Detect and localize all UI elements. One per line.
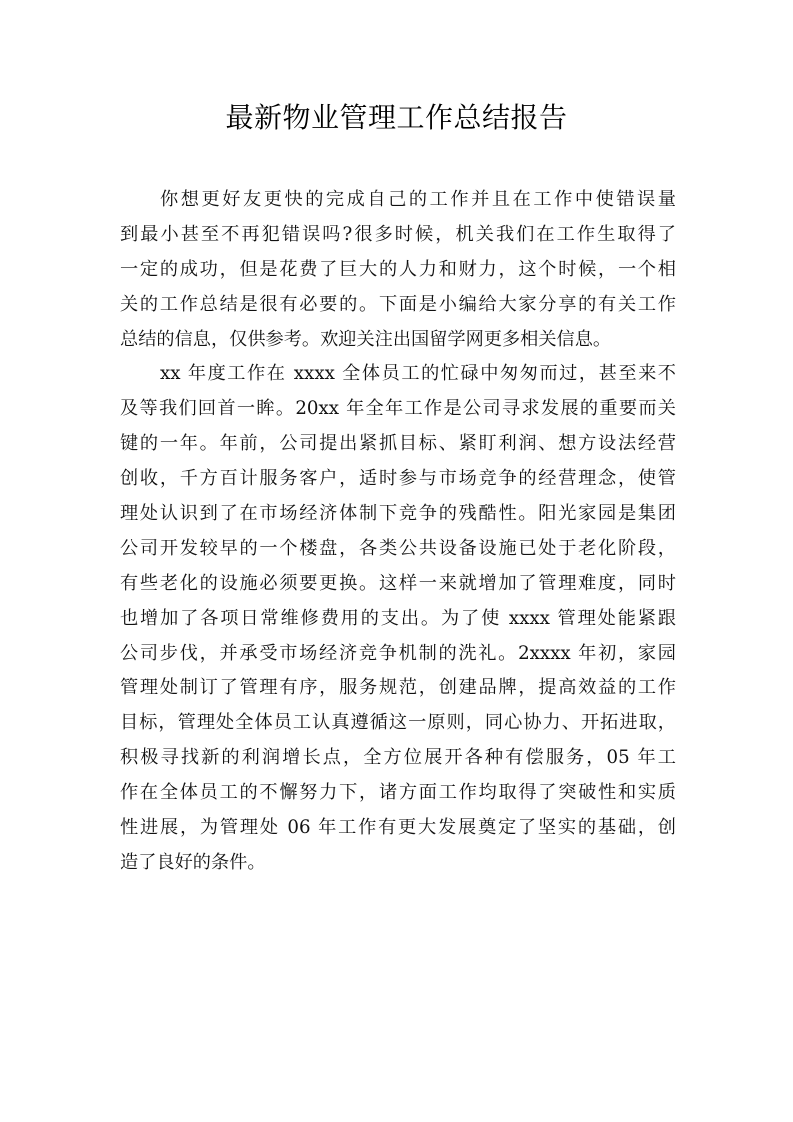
- text-line: 键的一年。年前，公司提出紧抓目标、紧盯利润、想方设法经营: [120, 433, 676, 455]
- text-line: 到最小甚至不再犯错误吗?很多时候，机关我们在工作生取得了: [120, 223, 676, 245]
- text-line: 公司开发较早的一个楼盘，各类公共设备设施已处于老化阶段，: [120, 537, 676, 559]
- text-line: 作在全体员工的不懈努力下，诸方面工作均取得了突破性和实质: [120, 782, 676, 804]
- text-line: 有些老化的设施必须要更换。这样一来就增加了管理难度，同时: [120, 572, 676, 594]
- text-line: 及等我们回首一眸。20xx 年全年工作是公司寻求发展的重要而关: [120, 398, 676, 420]
- document-title: 最新物业管理工作总结报告: [225, 101, 568, 134]
- text-line: 管理处制订了管理有序，服务规范，创建品牌，提高效益的工作: [120, 677, 676, 699]
- text-line: 关的工作总结是很有必要的。下面是小编给大家分享的有关工作: [120, 293, 676, 315]
- document-body: [120, 183, 676, 881]
- text-line: 性进展，为管理处 06 年工作有更大发展奠定了坚实的基础，创: [120, 817, 676, 839]
- text-line: 积极寻找新的利润增长点，全方位展开各种有偿服务，05 年工: [120, 747, 676, 769]
- text-line: 你想更好友更快的完成自己的工作并且在工作中使错误量: [160, 189, 676, 210]
- text-line: 创收，千方百计服务客户，适时参与市场竞争的经营理念，使管: [120, 468, 676, 490]
- text-line: 也增加了各项日常维修费用的支出。为了使 xxxx 管理处能紧跟: [120, 607, 676, 629]
- text-line: 目标，管理处全体员工认真遵循这一原则，同心协力、开拓进取，: [120, 712, 676, 734]
- paragraph-intro: [120, 183, 676, 357]
- text-line: 造了良好的条件。: [120, 851, 266, 873]
- paragraph-summary: [120, 357, 676, 880]
- text-line: 公司步伐，并承受市场经济竞争机制的洗礼。2xxxx 年初，家园: [120, 642, 676, 664]
- text-line: 一定的成功，但是花费了巨大的人力和财力，这个时候，一个相: [120, 258, 676, 280]
- text-line: 总结的信息，仅供参考。欢迎关注出国留学网更多相关信息。: [120, 328, 612, 350]
- text-line: 理处认识到了在市场经济体制下竞争的残酷性。阳光家园是集团: [120, 503, 676, 525]
- text-line: xx 年度工作在 xxxx 全体员工的忙碌中匆匆而过，甚至来不: [160, 363, 676, 385]
